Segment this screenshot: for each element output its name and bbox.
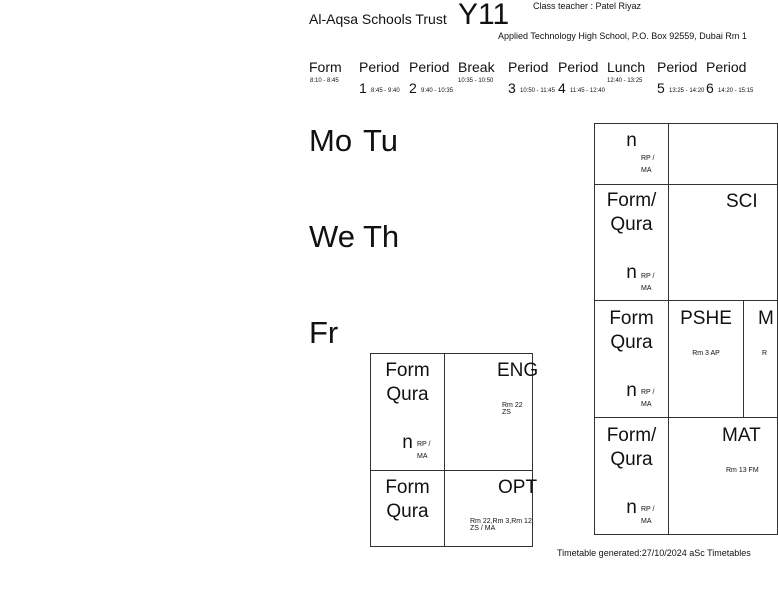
- period-label-2: Period: [409, 59, 450, 75]
- period-num-4: 4: [558, 80, 566, 96]
- period-time-1: 8:45 - 9:40: [371, 88, 400, 94]
- cell-teacher: RP / MA: [641, 389, 655, 408]
- period-label-5: Period: [657, 59, 698, 75]
- cell-subject: Form Qura: [385, 477, 430, 522]
- cell-subject: Form Qura n: [609, 308, 654, 401]
- period-time-4: 11:45 - 12:40: [570, 88, 605, 94]
- class-name: Y11: [458, 0, 510, 31]
- cell-subject: SCI: [726, 191, 758, 212]
- timetable-cell[interactable]: [594, 417, 669, 535]
- day-friday: Fr: [309, 315, 339, 350]
- timetable-cell[interactable]: [743, 300, 778, 418]
- cell-teacher: RP / MA: [417, 441, 431, 460]
- timetable-cell[interactable]: [370, 470, 445, 547]
- cell-room: R: [762, 350, 768, 357]
- period-num-1: 1: [359, 80, 367, 96]
- cell-room: Rm 22 ZS: [502, 402, 523, 416]
- period-time-2: 9:40 - 10:35: [421, 88, 454, 94]
- timetable-cell[interactable]: [594, 300, 669, 418]
- cell-teacher: RP / MA: [641, 273, 655, 292]
- timetable-cell[interactable]: [444, 353, 539, 471]
- timetable-cell[interactable]: [594, 123, 669, 185]
- cell-subject: Form Qura n: [385, 360, 430, 453]
- period-num-5: 5: [657, 80, 665, 96]
- period-time-6: 14:20 - 15:15: [718, 88, 754, 94]
- cell-teacher: RP / MA: [641, 506, 655, 525]
- period-label-break: Break: [458, 59, 495, 75]
- period-label-3: Period: [508, 59, 549, 75]
- period-num-2: 2: [409, 80, 417, 96]
- cell-subject: PSHE: [680, 308, 732, 329]
- period-time-break: 10:35 - 10:50: [458, 78, 494, 84]
- period-time-lunch: 12:40 - 13:25: [607, 78, 643, 84]
- cell-subject: MAT: [722, 425, 761, 446]
- period-label-1: Period: [359, 59, 400, 75]
- period-label-6: Period: [706, 59, 747, 75]
- cell-room: Rm 22,Rm 3,Rm 12 ZS / MA: [470, 518, 532, 532]
- school-address: Applied Technology High School, P.O. Box 92559, Dubai Rm 1: [498, 31, 747, 41]
- timetable-cell-empty: [668, 123, 778, 185]
- day-monday: Mo: [309, 123, 353, 158]
- timetable-cell[interactable]: [668, 184, 778, 301]
- day-thursday: Th: [363, 219, 400, 254]
- period-label-form: Form: [309, 59, 342, 75]
- cell-room: Rm 13 FM: [726, 467, 759, 474]
- cell-subject: OPT: [498, 477, 538, 498]
- period-num-3: 3: [508, 80, 516, 96]
- cell-subject: M: [758, 308, 774, 329]
- period-num-6: 6: [706, 80, 714, 96]
- day-wednesday: We: [309, 219, 355, 254]
- timetable-cell[interactable]: [444, 470, 538, 547]
- cell-teacher: RP / MA: [641, 155, 655, 174]
- period-label-4: Period: [558, 59, 599, 75]
- class-teacher: Class teacher : Patel Riyaz: [533, 1, 642, 11]
- timetable-footer: Timetable generated:27/10/2024 aSc Timetables: [557, 548, 751, 558]
- timetable-cell[interactable]: [668, 300, 744, 418]
- cell-subject: Form/ Qura n: [606, 425, 657, 518]
- period-label-lunch: Lunch: [607, 59, 646, 75]
- period-time-5: 13:25 - 14:20: [669, 88, 705, 94]
- timetable-cell[interactable]: [370, 353, 445, 471]
- cell-room: Rm 3 AP: [692, 350, 720, 357]
- cell-subject: n: [626, 130, 637, 151]
- school-name: Al-Aqsa Schools Trust: [309, 11, 447, 27]
- timetable-cell[interactable]: [594, 184, 669, 301]
- period-time-form: 8:10 - 8:45: [310, 78, 339, 84]
- period-time-3: 10:50 - 11:45: [520, 88, 555, 94]
- day-tuesday: Tu: [363, 123, 399, 158]
- cell-subject: Form/ Qura n: [606, 190, 657, 283]
- cell-subject: ENG: [497, 360, 539, 381]
- timetable-cell[interactable]: [668, 417, 778, 535]
